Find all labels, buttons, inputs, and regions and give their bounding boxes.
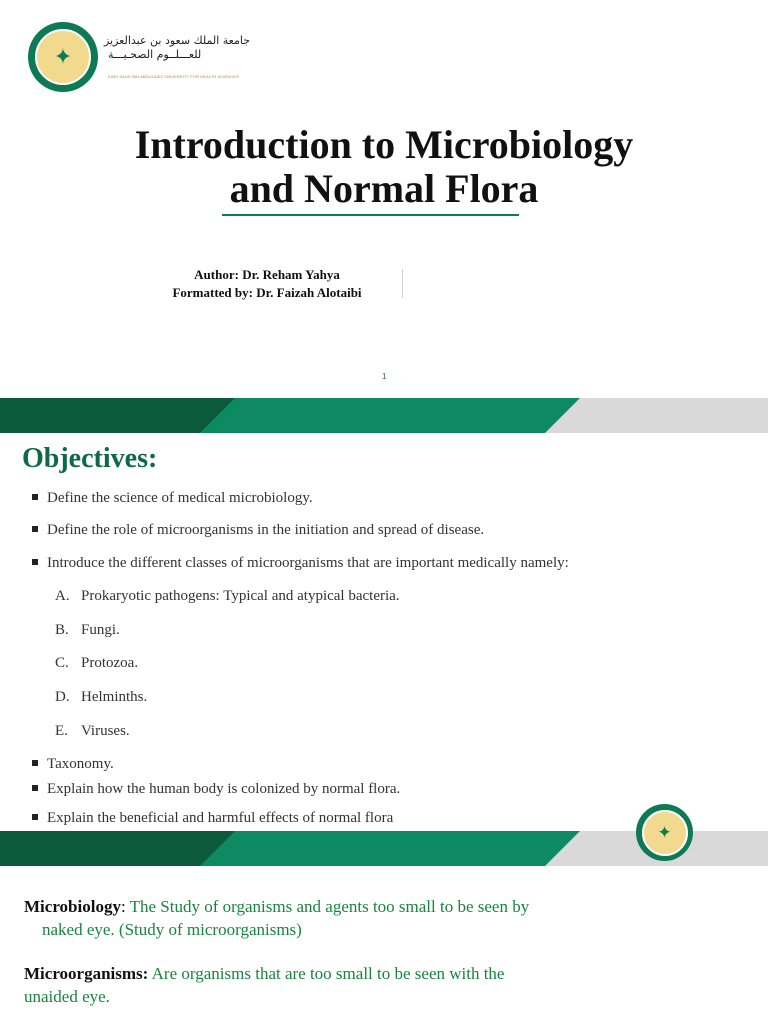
sub-item-text: Viruses. [81,723,130,739]
emblem-icon: ✦ [642,810,688,856]
university-name-arabic-line2: للعـــلــوم الصحـيـــة [108,48,202,61]
bullet-text: Explain how the human body is colonized by normal flora. [47,781,401,797]
bullet-text: Taxonomy. [47,756,114,772]
slide-divider-band [0,398,768,433]
university-logo [28,22,98,92]
objective-sub-item [55,588,400,605]
bullet-icon [32,814,38,820]
objective-bullet [32,810,393,827]
sub-item-text: Prokaryotic pathogens: Typical and atypical bacteria. [81,588,400,604]
sub-item-text: Helminths. [81,689,148,705]
bullet-text: Explain the beneficial and harmful effects of normal flora [47,810,394,826]
bullet-text: Define the role of microorganisms in the initiation and spread of disease. [47,522,485,538]
slide-title-line2: and Normal Flora [229,166,539,211]
sub-item-letter: E. [55,723,68,739]
emblem-icon: ✦ [35,29,91,85]
sub-item-letter: A. [55,588,70,604]
slide-title-line1: Introduction to Microbiology [134,122,634,167]
formatter-credit: Formatted by: Dr. Faizah Alotaibi [172,285,362,300]
bullet-text: Define the science of medical microbiology. [47,490,313,506]
objective-bullet [32,522,484,539]
objective-sub-item [55,655,138,672]
objective-bullet [32,781,400,798]
objective-bullet [32,555,569,572]
definition-text-continued: unaided eye. [24,987,110,1006]
objective-bullet [32,756,114,773]
objective-sub-item [55,689,147,706]
university-name-english: KING SAUD BIN ABDULAZIZ UNIVERSITY FOR HEALTH SCIENCES [108,74,239,79]
bullet-icon [32,760,38,766]
title-slide [0,0,768,398]
university-name-arabic [103,34,250,62]
bullet-text: Introduce the different classes of microorganisms that are important medically namely: [47,555,569,571]
sub-item-text: Fungi. [81,622,120,638]
objective-bullet [32,490,313,507]
author-credit: Author: Dr. Reham Yahya [194,267,340,282]
term-separator: : [120,897,126,916]
definition-text: The Study of organisms and agents too small to be seen by [125,897,530,916]
objective-sub-item [55,723,130,740]
bullet-icon [32,559,38,565]
title-underline [222,214,519,216]
objectives-slide [0,433,768,866]
definition-text-continued: naked eye. (Study of microorganisms) [42,920,302,939]
objective-sub-item [55,622,120,639]
microbiology-definition [24,895,624,941]
sub-item-letter: C. [55,655,69,671]
definition-text: Are organisms that are too small to be seen with the [148,964,505,983]
sub-item-letter: B. [55,622,69,638]
bullet-icon [32,526,38,532]
university-logo-small [636,804,693,861]
term-microorganisms: Microorganisms: [24,964,149,983]
sub-item-text: Protozoa. [81,655,139,671]
definitions-slide [0,866,768,1024]
objectives-heading: Objectives: [22,443,158,474]
microorganisms-definition [24,962,624,1008]
bullet-icon [32,785,38,791]
bullet-icon [32,494,38,500]
credit-divider [402,269,403,298]
term-microbiology: Microbiology [24,897,121,916]
sub-item-letter: D. [55,689,70,705]
university-name-arabic-line1: جامعة الملك سعود بن عبدالعزيز [103,34,250,47]
page-number: 1 [382,372,387,381]
